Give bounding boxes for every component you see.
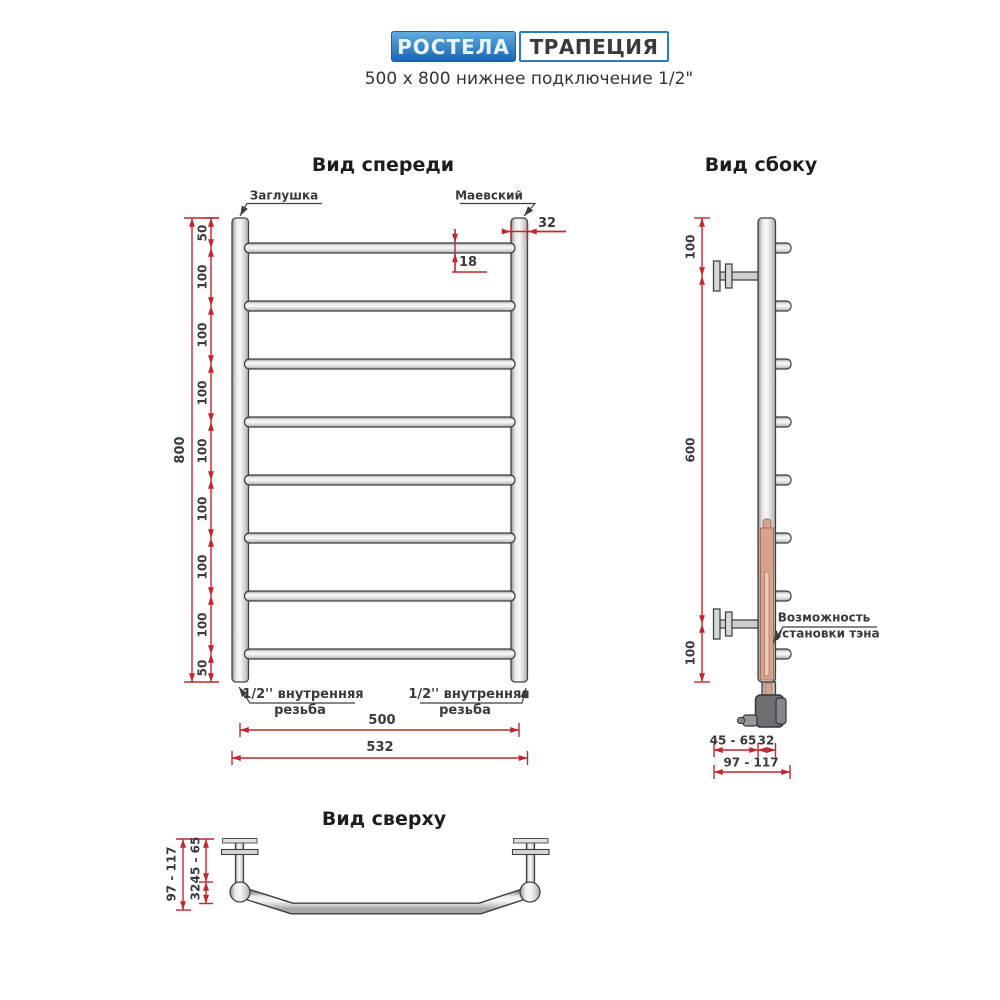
dim-segment: 50	[195, 659, 210, 677]
dim-segment: 100	[683, 640, 698, 666]
model-subtitle: 500 x 800 нижнее подключение 1/2"	[364, 69, 694, 89]
heater-note-line2: установки тэна	[774, 626, 880, 641]
ten-plug	[743, 715, 757, 726]
dim-width-total: 532	[366, 740, 394, 756]
dim-segment: 100	[195, 496, 210, 522]
front-view-drawing	[184, 204, 566, 766]
dim-segment: 100	[195, 554, 210, 580]
side-view-drawing	[694, 218, 880, 779]
side-wall-bracket-bottom	[714, 609, 759, 639]
valve-label: Маевский	[455, 188, 523, 203]
rung	[245, 359, 516, 369]
top-bracket-left	[222, 839, 259, 886]
rung	[245, 591, 516, 601]
dim-height-total: 800	[173, 436, 189, 464]
dim-depth-total: 97 - 117	[723, 755, 779, 770]
top-right-post-section	[520, 882, 540, 902]
front-leaders	[239, 204, 535, 704]
dim-depth-wall-gap: 45 - 65	[709, 733, 757, 748]
top-left-post-section	[230, 882, 250, 902]
side-view-title: Вид сбоку	[704, 154, 818, 177]
top-bracket-right	[513, 839, 550, 886]
thread-label-left-line2: резьба	[274, 703, 326, 719]
dim-segment: 100	[195, 264, 210, 290]
front-right-post	[511, 218, 528, 682]
top-view-drawing	[176, 836, 549, 911]
top-trapezoid-tube	[230, 882, 540, 909]
dim-segment: 100	[683, 234, 698, 260]
dim-depth-wall-gap: 45 - 65	[188, 836, 203, 884]
rung	[245, 243, 516, 253]
dim-post-width: 32	[537, 216, 557, 232]
front-rungs	[245, 243, 516, 659]
thread-label-right-line2: резьба	[439, 703, 491, 719]
dim-segment: 600	[683, 437, 698, 463]
dim-width-centers: 500	[368, 713, 396, 729]
ten-housing	[738, 682, 787, 727]
heating-element	[761, 519, 774, 680]
dim-tube-diameter: 18	[458, 255, 478, 271]
rung	[245, 475, 516, 485]
front-posts	[232, 218, 528, 682]
rung	[245, 533, 516, 543]
front-view-title: Вид спереди	[311, 154, 455, 177]
dim-depth-total: 97 - 117	[164, 846, 179, 902]
series-badge-text: ТРАПЕЦИЯ	[529, 34, 659, 59]
top-view-title: Вид сверху	[321, 808, 447, 831]
dim-segment: 50	[195, 224, 210, 242]
rung	[245, 417, 516, 427]
dim-depth-post: 32	[757, 733, 775, 748]
dim-segment: 100	[195, 380, 210, 406]
brand-logo-text: РОСТЕЛА	[397, 34, 510, 59]
rung	[245, 301, 516, 311]
heater-note-line1: Возможность	[777, 610, 871, 625]
dim-depth-post: 32	[188, 883, 203, 901]
rung	[245, 649, 516, 659]
front-left-post	[232, 218, 249, 682]
dim-segment: 100	[195, 612, 210, 638]
thread-label-right-line1: 1/2'' внутренняя	[408, 687, 530, 703]
dim-segment: 100	[195, 322, 210, 348]
side-wall-bracket-top	[714, 261, 759, 291]
thread-label-left-line1: 1/2'' внутренняя	[242, 687, 364, 703]
plug-label: Заглушка	[249, 188, 319, 203]
dim-segment: 100	[195, 438, 210, 464]
front-dim-post-width	[502, 223, 566, 241]
